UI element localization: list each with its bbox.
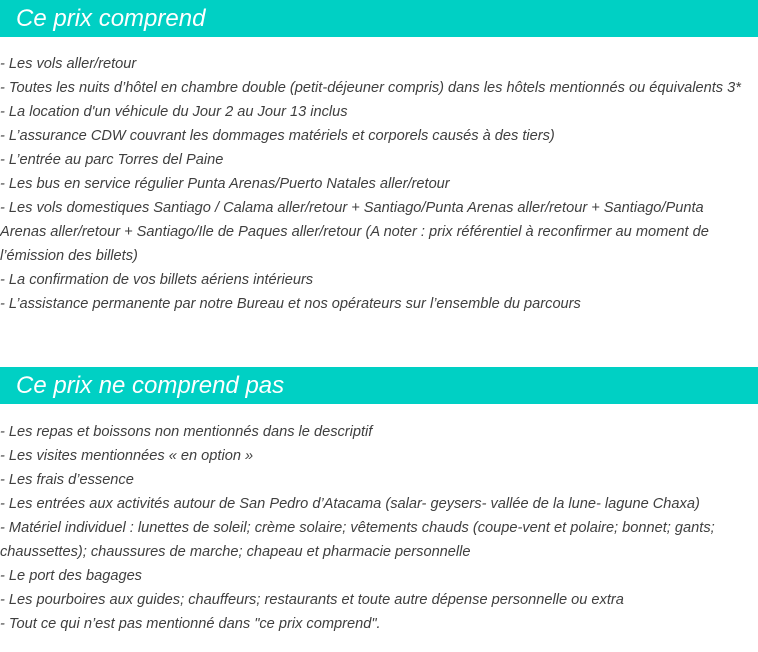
- included-item: - Les vols domestiques Santiago / Calama aller/retour + Santiago/Punta Arenas aller/retour + Santiago/Punta Arenas aller/retour + Santiago/Ile de Paques aller/retour (A noter : prix référentiel à reconfirmer au moment de l’émission des billets): [0, 200, 709, 264]
- included-item: - La location d'un véhicule du Jour 2 au Jour 13 inclus: [0, 104, 348, 120]
- excluded-item: - Les entrées aux activités autour de San Pedro d’Atacama (salar- geysers- vallée de la lune- lagune Chaxa): [0, 496, 700, 512]
- included-item: - L’entrée au parc Torres del Paine: [0, 152, 224, 168]
- excluded-item: - Les visites mentionnées « en option »: [0, 448, 254, 464]
- included-item: - Les vols aller/retour: [0, 56, 137, 72]
- included-item: - L’assistance permanente par notre Bureau et nos opérateurs sur l’ensemble du parcours: [0, 296, 581, 312]
- included-section-title: Ce prix comprend: [16, 5, 206, 32]
- included-item: - La confirmation de vos billets aériens intérieurs: [0, 272, 314, 288]
- excluded-item: - Matériel individuel : lunettes de soleil; crème solaire; vêtements chauds (coupe-vent et polaire; bonnet; gants; chaussettes); chaussures de marche; chapeau et pharmacie personnelle: [0, 520, 715, 560]
- excluded-item: - Les frais d’essence: [0, 472, 134, 488]
- excluded-item: - Les repas et boissons non mentionnés dans le descriptif: [0, 424, 373, 440]
- excluded-list: [0, 420, 752, 636]
- included-item: - Toutes les nuits d’hôtel en chambre double (petit-déjeuner compris) dans les hôtels mentionnés ou équivalents 3*: [0, 80, 741, 96]
- excluded-section-header: [0, 367, 758, 404]
- excluded-item: - Les pourboires aux guides; chauffeurs; restaurants et toute autre dépense personnelle ou extra: [0, 592, 624, 608]
- excluded-section-title: Ce prix ne comprend pas: [16, 372, 285, 399]
- excluded-item: - Tout ce qui n’est pas mentionné dans "ce prix comprend".: [0, 616, 381, 632]
- included-section-header: [0, 0, 758, 37]
- included-item: - Les bus en service régulier Punta Arenas/Puerto Natales aller/retour: [0, 176, 450, 192]
- excluded-item: - Le port des bagages: [0, 568, 142, 584]
- included-item: - L’assurance CDW couvrant les dommages matériels et corporels causés à des tiers): [0, 128, 555, 144]
- included-list: [0, 52, 752, 316]
